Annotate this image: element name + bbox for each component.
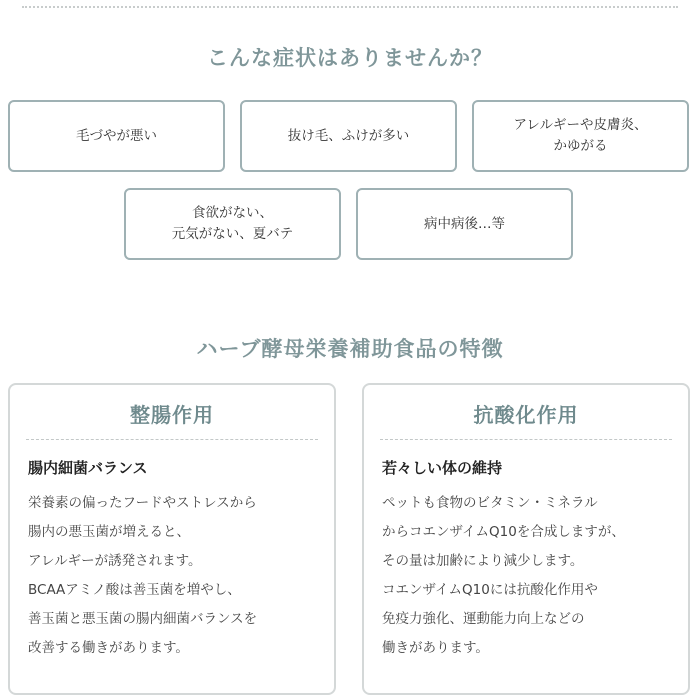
body-line: アレルギーが誘発されます。: [28, 553, 202, 569]
symptom-text: アレルギーや皮膚炎、: [513, 117, 648, 133]
symptom-text: 抜け毛、ふけが多い: [287, 127, 410, 144]
feature-card-intestinal: [8, 383, 336, 695]
feature-card-title: 抗酸化作用: [473, 403, 579, 427]
body-line: 腸内の悪玉菌が増えると、: [28, 524, 190, 540]
symptom-text: 病中病後…等: [424, 215, 505, 232]
feature-card-antioxidant: [362, 383, 690, 695]
symptom-text: 毛づやが悪い: [76, 127, 157, 144]
body-line: 栄養素の偏ったフードやストレスから: [28, 495, 257, 511]
symptom-box-hairloss: [240, 100, 457, 172]
symptoms-heading: こんな症状はありませんか？: [207, 46, 493, 70]
body-line: その量は加齢により減少します。: [382, 553, 584, 569]
body-line: ペットも食物のビタミン・ミネラル: [382, 495, 598, 511]
symptom-text: 元気がない、夏バテ: [171, 226, 294, 242]
symptom-box-illness: [356, 188, 573, 260]
feature-card-body: [382, 489, 680, 663]
feature-card-body: [28, 489, 326, 663]
symptom-text: 食欲がない、: [192, 205, 273, 221]
body-line: 働きがあります。: [382, 640, 489, 656]
symptom-box-coat: [8, 100, 225, 172]
body-line: コエンザイムQ10には抗酸化作用や: [382, 582, 598, 598]
symptom-text: かゆがる: [553, 138, 608, 154]
features-heading: ハーブ酵母栄養補助食品の特徴: [196, 337, 504, 361]
symptom-box-allergy: [472, 100, 689, 172]
feature-card-title: 整腸作用: [130, 403, 214, 427]
feature-card-subtitle: 若々しい体の維持: [382, 459, 503, 477]
body-line: 免疫力強化、運動能力向上などの: [382, 611, 585, 627]
body-line: からコエンザイムQ10を合成しますが、: [382, 524, 625, 540]
card-divider: [26, 439, 318, 440]
body-line: BCAAアミノ酸は善玉菌を増やし、: [28, 582, 241, 598]
card-divider: [380, 439, 672, 440]
symptom-box-appetite: [124, 188, 341, 260]
body-line: 善玉菌と悪玉菌の腸内細菌バランスを: [28, 611, 258, 627]
feature-card-subtitle: 腸内細菌バランス: [28, 459, 148, 477]
body-line: 改善する働きがあります。: [28, 640, 189, 656]
top-divider: [22, 6, 678, 8]
